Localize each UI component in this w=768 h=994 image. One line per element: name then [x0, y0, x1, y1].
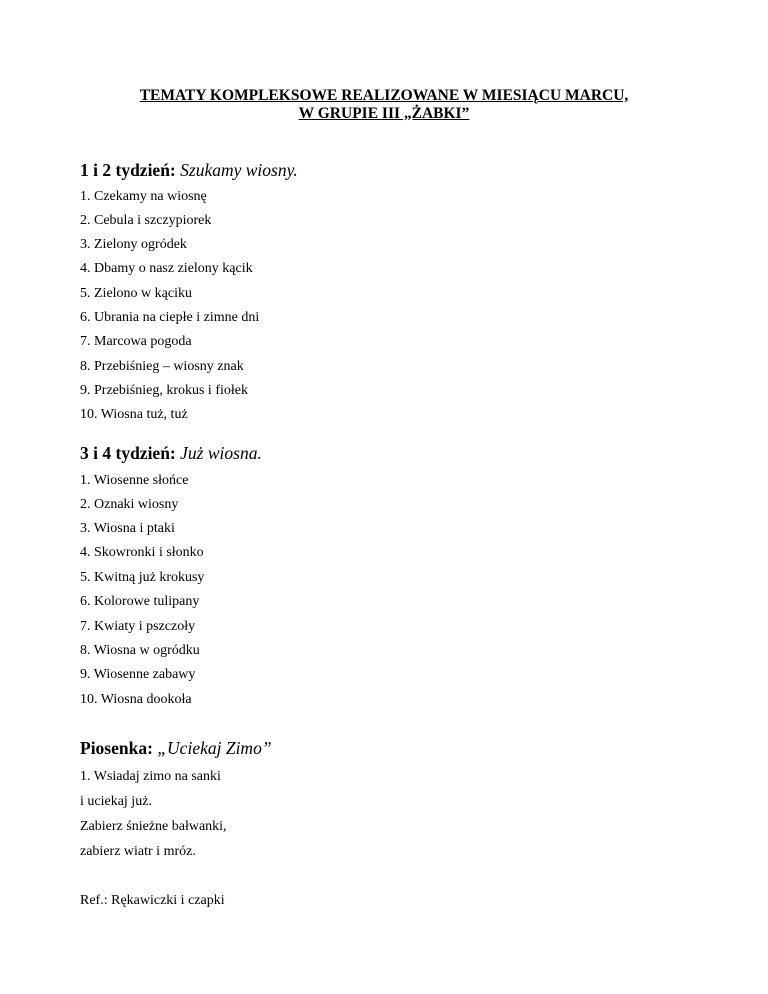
- section-2-item: 2. Oznaki wiosny: [80, 497, 179, 512]
- section-1-item: 5. Zielono w kąciku: [80, 286, 192, 301]
- section-2-item: 7. Kwiaty i pszczoły: [80, 619, 196, 634]
- section-2-label: 3 i 4 tydzień:: [80, 443, 176, 463]
- section-2-theme: Już wiosna.: [180, 443, 262, 463]
- song-line: Zabierz śnieżne bałwanki,: [80, 819, 227, 834]
- section-1-item: 9. Przebiśnieg, krokus i fiołek: [80, 383, 248, 398]
- song-line: i uciekaj już.: [80, 794, 152, 809]
- section-1-label: 1 i 2 tydzień:: [80, 160, 176, 180]
- section-2-item: 4. Skowronki i słonko: [80, 545, 204, 560]
- section-2-item: 1. Wiosenne słońce: [80, 473, 189, 488]
- song-refrain: Ref.: Rękawiczki i czapki: [80, 893, 225, 908]
- song-line: zabierz wiatr i mróz.: [80, 844, 196, 859]
- section-1-item: 7. Marcowa pogoda: [80, 334, 192, 349]
- document-title-line-2: W GRUPIE III „ŻABKI”: [298, 105, 470, 122]
- section-1-item: 1. Czekamy na wiosnę: [80, 189, 207, 204]
- section-1-theme: Szukamy wiosny.: [180, 160, 298, 180]
- song-label: Piosenka:: [80, 738, 153, 758]
- section-2-heading: [80, 443, 262, 464]
- song-heading: [80, 738, 272, 759]
- document-title-line-1: TEMATY KOMPLEKSOWE REALIZOWANE W MIESIĄCU MARCU,: [139, 87, 629, 104]
- section-2-item: 3. Wiosna i ptaki: [80, 521, 175, 536]
- section-1-item: 6. Ubrania na ciepłe i zimne dni: [80, 310, 260, 325]
- section-1-item: 8. Przebiśnieg – wiosny znak: [80, 359, 244, 374]
- section-1-item: 10. Wiosna tuż, tuż: [80, 407, 188, 422]
- section-2-item: 6. Kolorowe tulipany: [80, 594, 200, 609]
- section-1-item: 3. Zielony ogródek: [80, 237, 187, 252]
- section-2-item: 5. Kwitną już krokusy: [80, 570, 205, 585]
- section-1-item: 4. Dbamy o nasz zielony kącik: [80, 261, 253, 276]
- section-1-heading: [80, 160, 298, 181]
- song-line: 1. Wsiadaj zimo na sanki: [80, 769, 221, 784]
- section-2-item: 9. Wiosenne zabawy: [80, 667, 196, 682]
- song-title: „Uciekaj Zimo”: [157, 738, 272, 758]
- section-2-item: 10. Wiosna dookoła: [80, 692, 192, 707]
- section-1-item: 2. Cebula i szczypiorek: [80, 213, 212, 228]
- section-2-item: 8. Wiosna w ogródku: [80, 643, 200, 658]
